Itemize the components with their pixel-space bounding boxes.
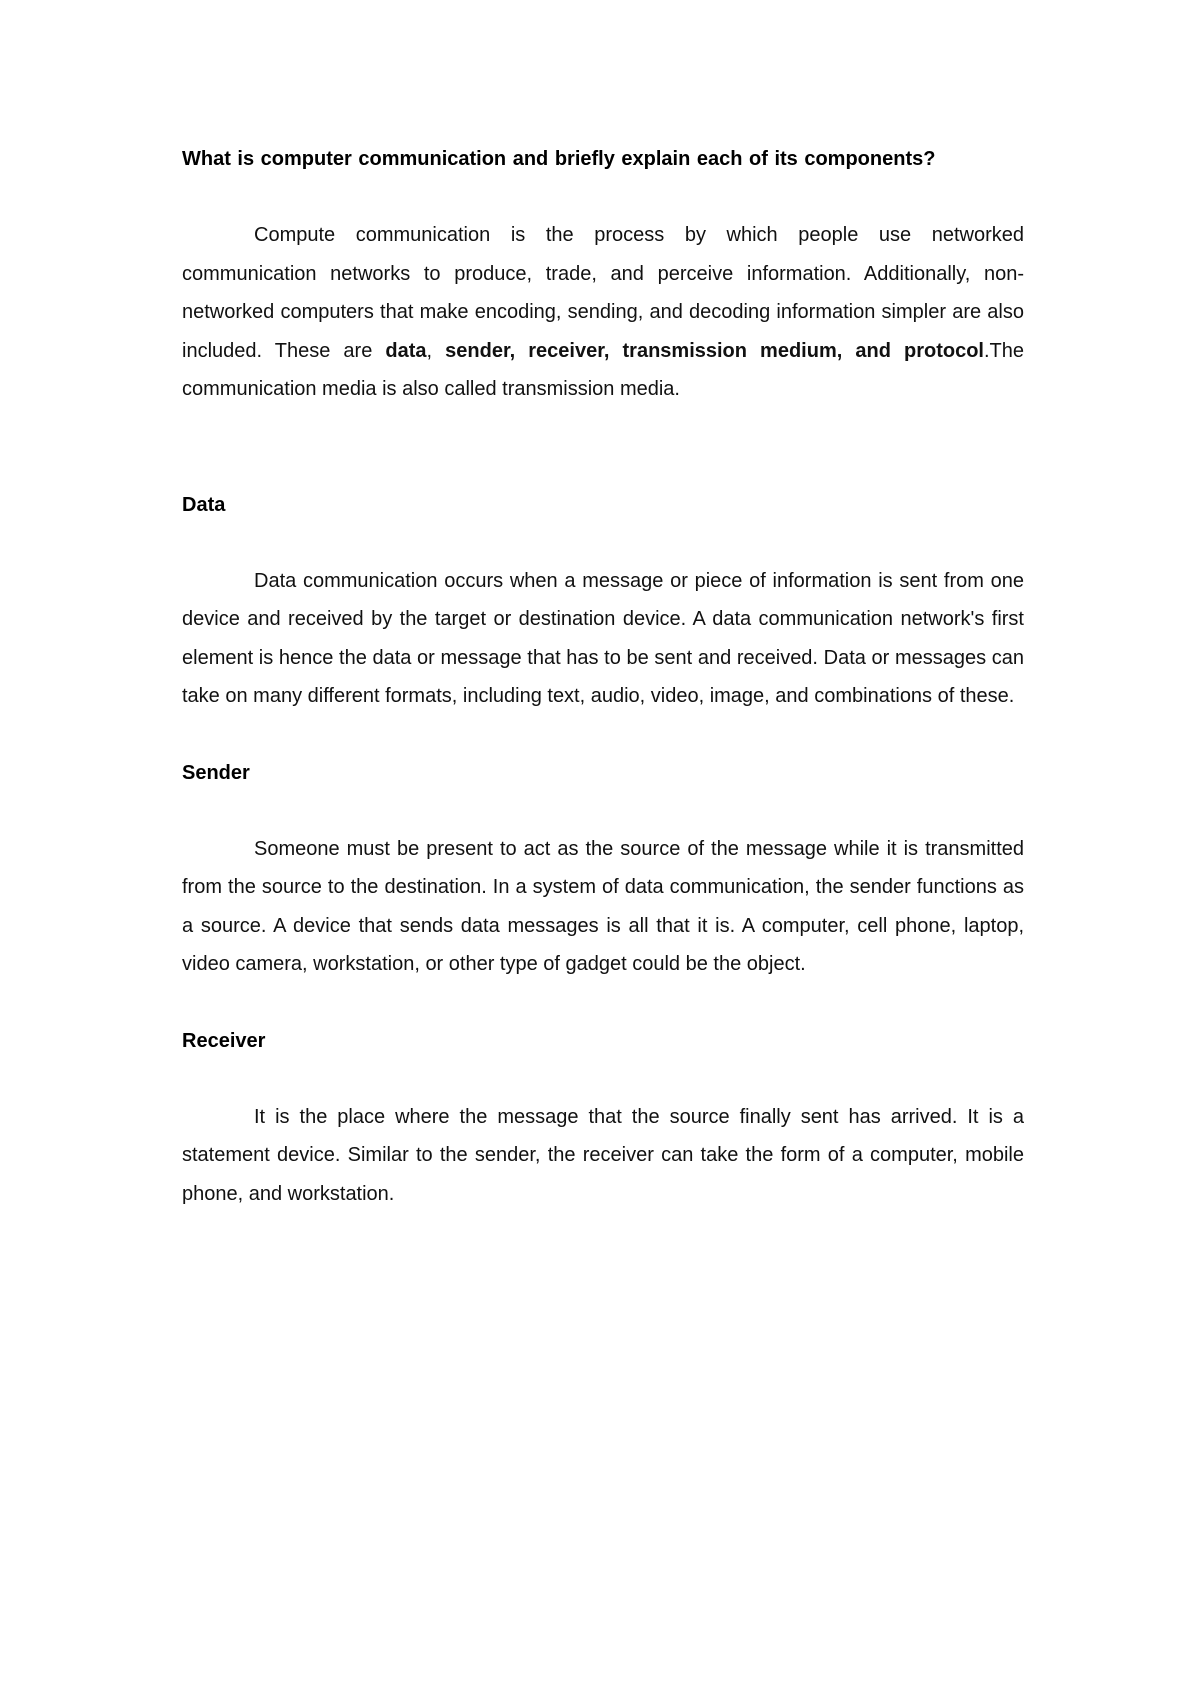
section-heading-sender: Sender [182,761,250,784]
intro-paragraph [182,216,1024,409]
intro-bold-data: data [385,339,427,362]
section-body-receiver: It is the place where the message that the source finally sent has arrived. It is a statement device. Similar to the sender, the receiver can take the form of a computer, mobile phone, and workstation. [182,1105,1024,1205]
section-heading-receiver: Receiver [182,1029,266,1052]
intro-text-after: .The communication media is also called transmission media. [182,339,1024,400]
document-title: What is computer communication and briefly explain each of its components? [182,148,936,170]
section-body-sender: Someone must be present to act as the source of the message while it is transmitted from the source to the destination. In a system of data communication, the sender functions as a source. A device that sends data messages is all that it is. A computer, cell phone, laptop, video camera, workstation, or other type of gadget could be the object. [182,837,1024,975]
section-body-data: Data communication occurs when a message or piece of information is sent from one device and received by the target or destination device. A data communication network's first element is hence the data or message that has to be sent and received. Data or messages can take on many different formats, including text, audio, video, image, and combinations of these. [182,569,1024,707]
intro-bold-components: sender, receiver, transmission medium, and protocol [445,339,984,362]
intro-separator: , [426,339,446,362]
document-body [182,140,1024,1213]
section-heading-data: Data [182,493,226,516]
intro-text-before: Compute communication is the process by which people use networked communication networks to produce, trade, and perceive information. Additionally, non-networked computers that make encoding, sending, and decoding information simpler are also included. These are [182,224,1024,362]
